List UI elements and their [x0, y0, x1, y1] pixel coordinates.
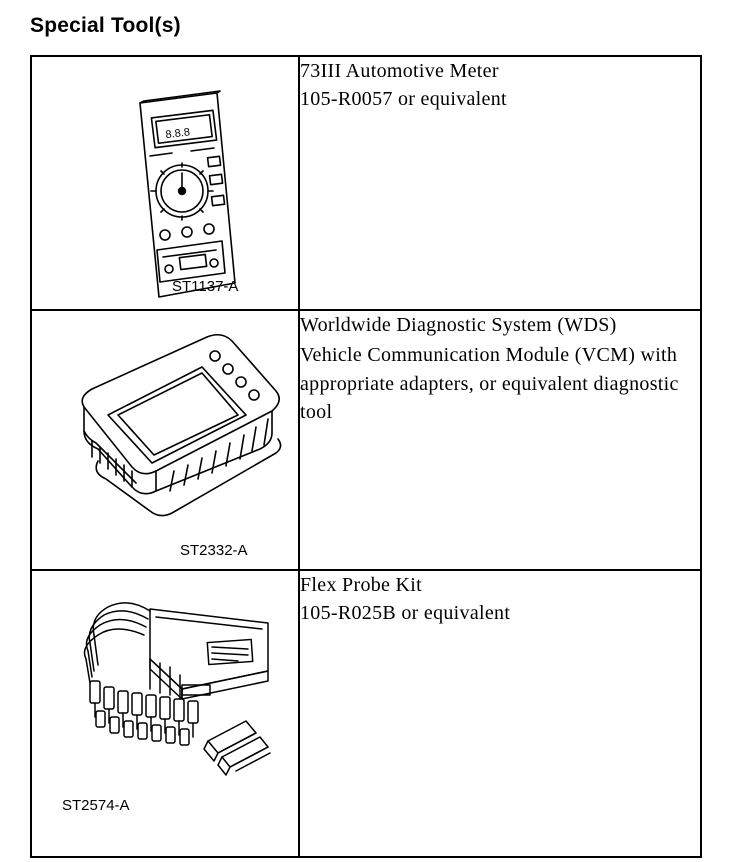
tool-description-line: Worldwide Diagnostic System (WDS): [300, 314, 617, 336]
digital-multimeter-icon: [32, 57, 298, 309]
tool-description-cell: [299, 56, 701, 310]
table-row: [31, 56, 701, 310]
tool-description-cell: [299, 570, 701, 857]
svg-text:8.8.8: 8.8.8: [164, 126, 191, 142]
table-row: [31, 310, 701, 570]
special-tools-table: [30, 55, 702, 858]
table-row: [31, 570, 701, 857]
page-title: Special Tool(s): [30, 14, 181, 37]
tool-description-line: 105-R025B or equivalent: [300, 602, 511, 625]
figure-caption: ST2574-A: [62, 797, 130, 814]
tool-description-line: 73III Automotive Meter: [300, 60, 499, 82]
flex-probe-kit-figure: [32, 571, 298, 856]
tool-image-cell: [31, 310, 299, 570]
wds-figure: [32, 311, 298, 569]
tool-description-line: Vehicle Communication Module (VCM) with appropriate adapters, or equivalent diagnostic tool: [300, 344, 679, 424]
multimeter-figure: [32, 57, 298, 309]
tool-description-cell: [299, 310, 701, 570]
diagnostic-tablet-icon: [32, 311, 298, 569]
tool-image-cell: [31, 56, 299, 310]
figure-caption: ST1137-A: [172, 278, 239, 295]
tool-image-cell: [31, 570, 299, 857]
tool-description-line: 105-R0057 or equivalent: [300, 88, 507, 111]
tool-description-line: Flex Probe Kit: [300, 574, 422, 596]
figure-caption: ST2332-A: [180, 542, 248, 559]
